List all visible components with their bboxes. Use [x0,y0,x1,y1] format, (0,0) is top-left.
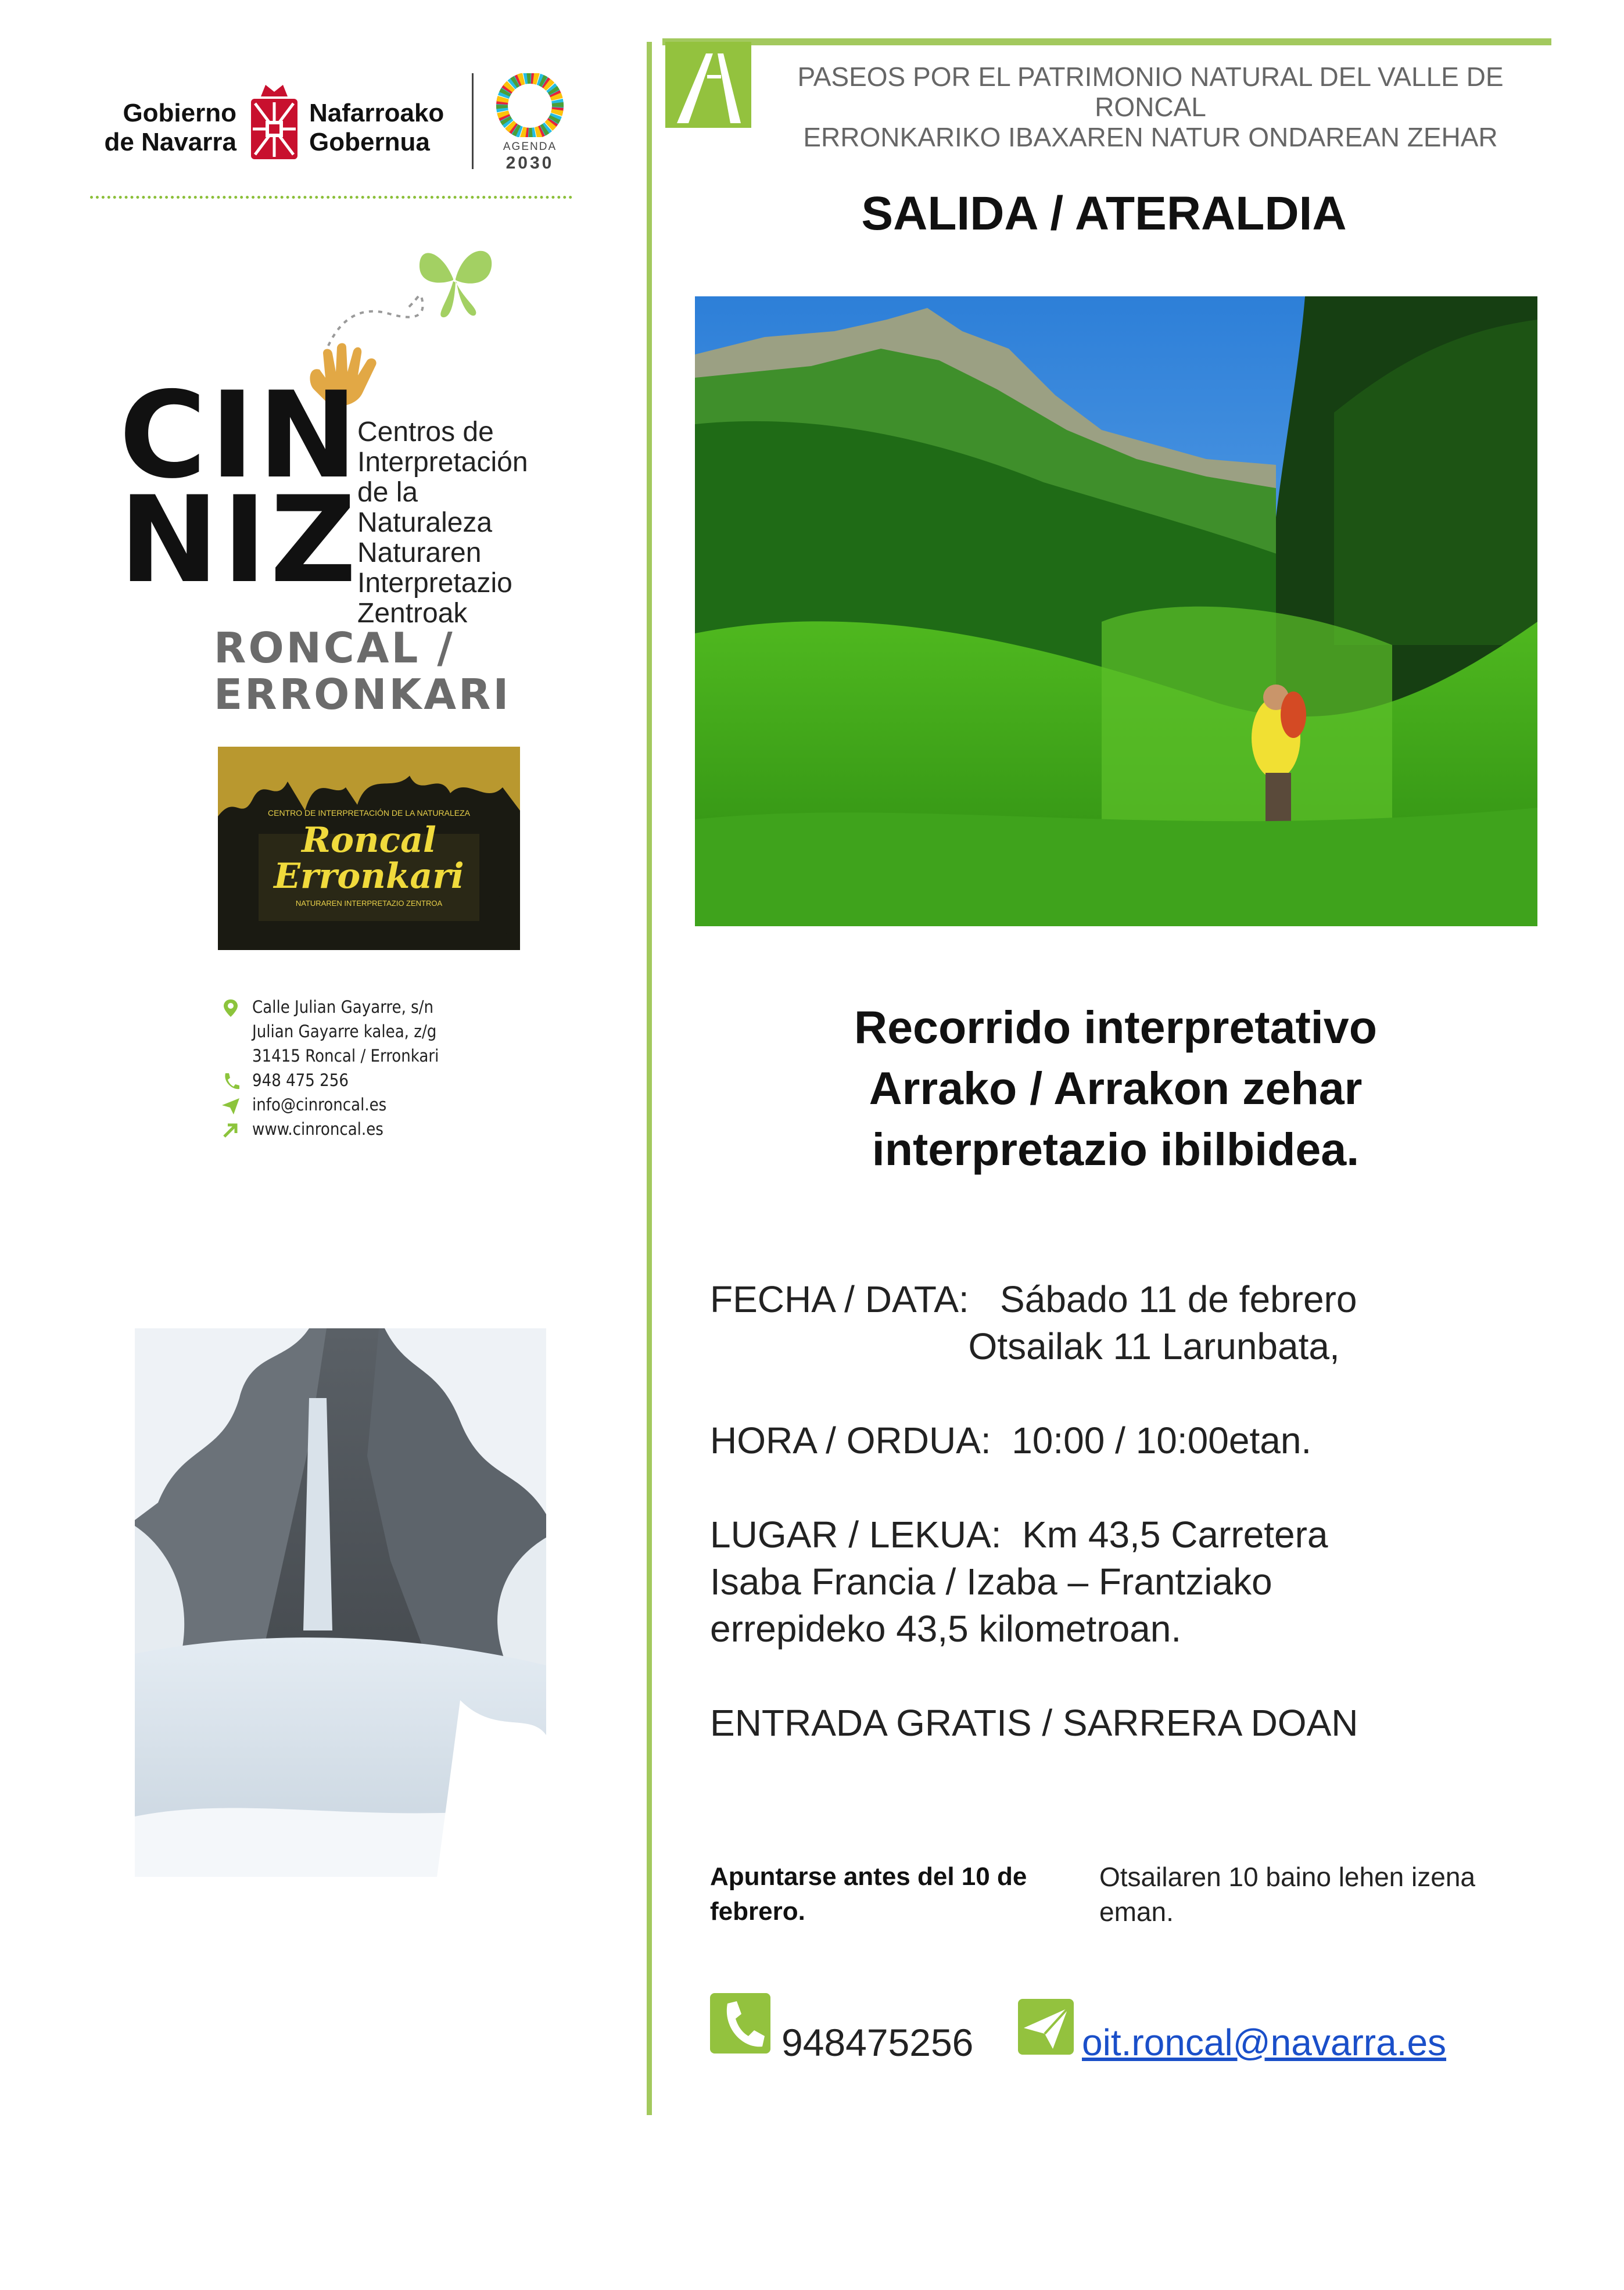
web-row [221,1117,546,1141]
dotted-divider [90,196,572,199]
roncal-title-line2: ERRONKARI [214,670,511,719]
cinniz-sub-line: Interpretación [357,447,528,478]
phone-glyph-icon [710,1993,770,2054]
series-header-line3: ERRONKARIKO IBAXAREN NATUR ONDAREAN ZEHAR [803,122,1498,152]
gov-right-line2: Gobernua [309,128,430,156]
location-pin-icon [221,998,241,1018]
vertical-divider [647,42,652,2115]
cinniz-letters [119,367,361,610]
send-mail-icon [1018,1999,1074,2055]
contact-email[interactable]: info@cinroncal.es [252,1095,387,1114]
cinniz-logo [119,367,549,629]
navarra-shield-icon [248,79,300,166]
cinniz-sub-line: Naturaren [357,537,482,568]
address-row [221,995,546,1068]
spacer [710,1653,1523,1700]
address-line2: Julian Gayarre kalea, z/g [252,1022,437,1041]
gov-separator [472,73,474,169]
cinniz-line1: CIN [119,367,361,505]
roncal-title-line1: RONCAL / [214,623,455,672]
salida-title: SALIDA / ATERALDIA [861,187,1347,240]
paseos-logo [665,42,751,128]
lugar-row2: Isaba Francia / Izaba – Frantziako [710,1561,1272,1603]
spacer [710,1464,1523,1511]
sdg-wheel-icon [489,73,571,137]
gov-left-line1: Gobierno [123,99,236,127]
fecha-row-eu: Otsailak 11 Larunbata, [710,1325,1340,1367]
footer-email-link[interactable]: oit.roncal@navarra.es [1082,2022,1447,2063]
cinniz-sub-line: de la Naturaleza [357,477,493,538]
cinniz-line2: NIZ [119,471,360,610]
email-row [221,1092,546,1117]
roncal-center-logo [218,747,520,950]
cinniz-sub-line: Centros de [357,417,494,447]
phone-icon [710,1993,770,2054]
roncal-logo-name2: Erronkari [274,856,464,897]
lugar-row3: errepideko 43,5 kilometroan. [710,1608,1182,1650]
signup-basque: Otsailaren 10 baino lehen izena eman. [1099,1862,1476,1927]
spacer [710,1370,1523,1417]
top-accent-bar [662,38,1551,45]
event-title [697,997,1534,1180]
fecha-row: FECHA / DATA: Sábado 11 de febrero [710,1278,1357,1320]
hora-row: HORA / ORDUA: 10:00 / 10:00etan. [710,1420,1312,1461]
arrow-icon [221,1120,241,1140]
roncal-logo-bottom: NATURAREN INTERPRETAZIO ZENTROA [295,899,443,908]
cinniz-sub-line: Interpretazio [357,568,512,599]
address-line3: 31415 Roncal / Erronkari [252,1046,439,1066]
gov-right-line1: Nafarroako [309,99,444,127]
frozen-waterfall-photo [135,1328,546,1877]
cinniz-sub-line: Zentroak [357,598,468,629]
agenda-year: 2030 [506,153,554,173]
footer-phone[interactable]: 948475256 [781,2021,974,2064]
roncal-erronkari-title [214,625,511,718]
contact-phone: 948 475 256 [252,1070,349,1090]
event-title-line1: Recorrido interpretativo [854,1001,1377,1053]
roncal-logo-name [253,820,485,897]
nafarroako-gobernua-text [309,99,460,157]
series-header [761,62,1540,152]
roncal-logo-top: CENTRO DE INTERPRETACIÓN DE LA NATURALEZA [268,808,470,818]
address-line1: Calle Julian Gayarre, s/n [252,997,434,1017]
hiking-valley-image [695,296,1537,926]
event-title-line3: interpretazio ibilbidea. [872,1123,1360,1175]
hiking-photo [695,296,1537,926]
phone-row [221,1068,546,1092]
phone-icon [221,1071,241,1091]
agenda-2030-logo [489,73,571,172]
lugar-row1: LUGAR / LEKUA: Km 43,5 Carretera [710,1514,1328,1556]
contact-block [221,995,546,1141]
contact-web[interactable]: www.cinroncal.es [252,1119,383,1139]
dotted-path-icon [325,291,424,349]
signup-spanish: Apuntarse antes del 10 de febrero. [710,1862,1027,1926]
frozen-waterfall-image [135,1328,546,1877]
roncal-logo-name1: Roncal [302,820,436,861]
trail-icon [665,42,751,128]
entrada-row: ENTRADA GRATIS / SARRERA DOAN [710,1702,1358,1744]
paper-plane-icon [1018,1999,1074,2055]
send-icon [221,1096,241,1116]
event-title-line2: Arrako / Arrakon zehar [869,1062,1363,1114]
event-details [710,1276,1523,1747]
gov-left-line2: de Navarra [104,128,236,156]
series-header-line1: PASEOS POR EL PATRIMONIO NATURAL DEL VALLE DE [797,62,1504,92]
cinniz-subtitle [357,417,549,629]
series-header-line2: RONCAL [1095,92,1206,122]
agenda-label: AGENDA [503,141,557,153]
government-logo [94,69,582,173]
gobierno-navarra-text [94,99,236,157]
